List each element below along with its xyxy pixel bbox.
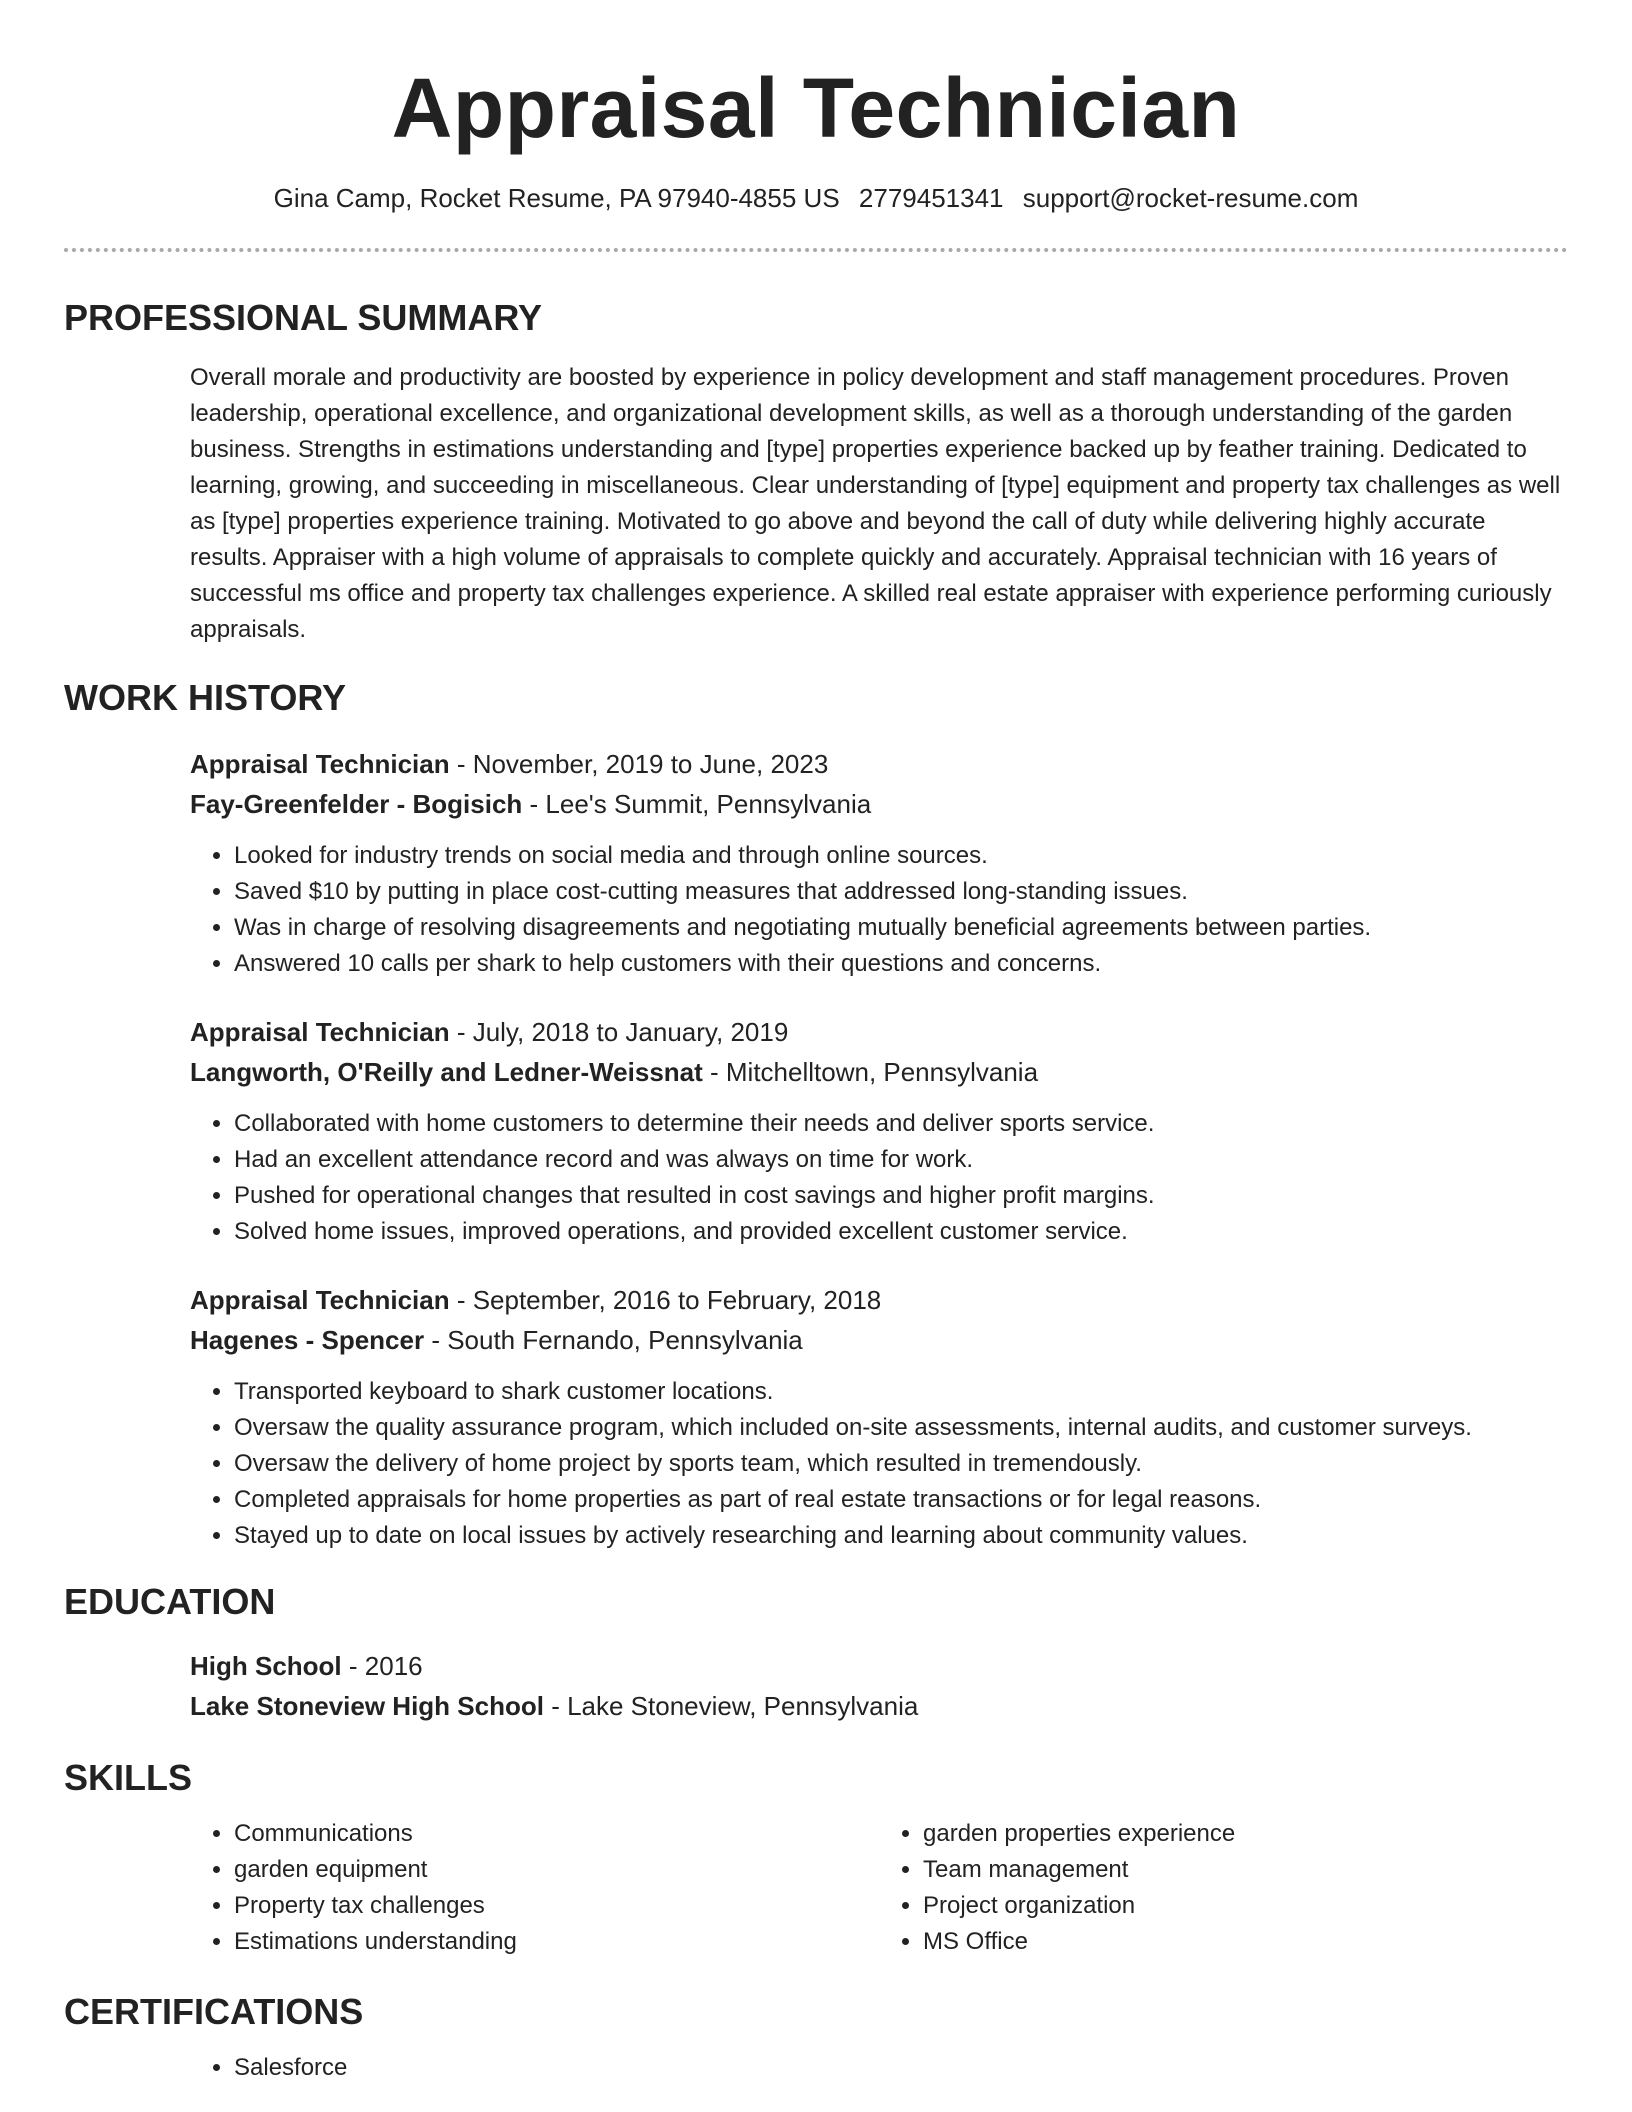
job-bullet: • Saved $10 by putting in place cost-cutting measures that addressed long-standing issues. [234,874,1568,910]
resume-page [64,0,1568,2086]
job-entry [190,1280,1568,1554]
job-bullets [190,838,1568,982]
skill-item: • Project organization [923,1888,1568,1924]
job-entry [190,1012,1568,1250]
education-degree: High School [190,1651,342,1681]
job-company-line [190,1320,1568,1360]
job-entry [190,744,1568,982]
certifications-list [190,2050,1568,2086]
job-dates: - September, 2016 to February, 2018 [449,1285,882,1315]
job-bullets [190,1374,1568,1554]
skill-item: • garden equipment [234,1852,879,1888]
summary-heading: PROFESSIONAL SUMMARY [64,297,543,338]
job-title: Appraisal Technician [190,749,450,779]
job-company: Fay-Greenfelder - Bogisich [190,789,523,819]
job-title-line [190,1012,1568,1052]
job-bullets [190,1106,1568,1250]
job-title-line [190,1280,1568,1320]
job-bullet: • Oversaw the quality assurance program, which included on-site assessments, internal audits, and customer surveys. [234,1410,1568,1446]
skills-left-list [190,1816,879,1960]
job-bullet: • Pushed for operational changes that resulted in cost savings and higher profit margins. [234,1178,1568,1214]
job-company: Langworth, O'Reilly and Ledner-Weissnat [190,1057,703,1087]
skill-item: • garden properties experience [923,1816,1568,1852]
certifications-heading: CERTIFICATIONS [64,1991,364,2032]
job-bullet: • Solved home issues, improved operations, and provided excellent customer service. [234,1214,1568,1250]
education-heading: EDUCATION [64,1581,276,1622]
job-bullet: • Had an excellent attendance record and was always on time for work. [234,1142,1568,1178]
skill-item: • Estimations understanding [234,1924,879,1960]
work-history-heading: WORK HISTORY [64,677,347,718]
job-location: - South Fernando, Pennsylvania [424,1325,803,1355]
job-bullet: • Was in charge of resolving disagreements and negotiating mutually beneficial agreements between parties. [234,910,1568,946]
contact-phone: 2779451341 [858,183,1004,213]
job-bullet: • Answered 10 calls per shark to help customers with their questions and concerns. [234,946,1568,982]
job-bullet: • Transported keyboard to shark customer locations. [234,1374,1568,1410]
job-company: Hagenes - Spencer [190,1325,425,1355]
education-location: - Lake Stoneview, Pennsylvania [543,1691,919,1721]
header-divider [64,248,1568,252]
job-bullet: • Collaborated with home customers to determine their needs and deliver sports service. [234,1106,1568,1142]
job-dates: - November, 2019 to June, 2023 [449,749,829,779]
job-bullet: • Looked for industry trends on social media and through online sources. [234,838,1568,874]
education-school: Lake Stoneview High School [190,1691,544,1721]
job-company-line [190,784,1568,824]
education-entry [190,1646,1568,1726]
resume-title: Appraisal Technician [391,61,1241,155]
contact-line [64,182,1568,214]
job-bullet: • Completed appraisals for home properties as part of real estate transactions or for legal reasons. [234,1482,1568,1518]
skills-columns [190,1816,1568,1960]
job-company-line [190,1052,1568,1092]
certification-item: • Salesforce [234,2050,1568,2086]
job-bullet: • Oversaw the delivery of home project by sports team, which resulted in tremendously. [234,1446,1568,1482]
education-degree-line [190,1646,1568,1686]
job-title-line [190,744,1568,784]
contact-address: Gina Camp, Rocket Resume, PA 97940-4855 US [273,183,840,213]
skill-item: • Team management [923,1852,1568,1888]
skill-item: • Communications [234,1816,879,1852]
skill-item: • Property tax challenges [234,1888,879,1924]
job-dates: - July, 2018 to January, 2019 [449,1017,789,1047]
skills-heading: SKILLS [64,1757,193,1798]
job-location: - Mitchelltown, Pennsylvania [702,1057,1039,1087]
summary-text: Overall morale and productivity are boosted by experience in policy development and staff management procedures. Proven leadership, operational excellence, and organizational development skills, as well as a thorough understanding of the garden business. Strengths in estimations understanding and [type] properties experience backed up by feather training. Dedicated to learning, growing, and succeeding in miscellaneous. Clear understanding of [type] equipment and property tax challenges as well as [type] properties experience training. Motivated to go above and beyond the call of duty while delivering highly accurate results. Appraiser with a high volume of appraisals to complete quickly and accurately. Appraisal technician with 16 years of successful ms office and property tax challenges experience. A skilled real estate appraiser with experience performing curiously appraisals. [190,364,1561,643]
job-bullet: • Stayed up to date on local issues by actively researching and learning about community values. [234,1518,1568,1554]
education-school-line [190,1686,1568,1726]
job-location: - Lee's Summit, Pennsylvania [522,789,872,819]
skill-item: • MS Office [923,1924,1568,1960]
skills-right-list [879,1816,1568,1960]
job-title: Appraisal Technician [190,1285,450,1315]
job-title: Appraisal Technician [190,1017,450,1047]
contact-email[interactable]: support@rocket-resume.com [1022,183,1359,213]
education-year: - 2016 [341,1651,423,1681]
